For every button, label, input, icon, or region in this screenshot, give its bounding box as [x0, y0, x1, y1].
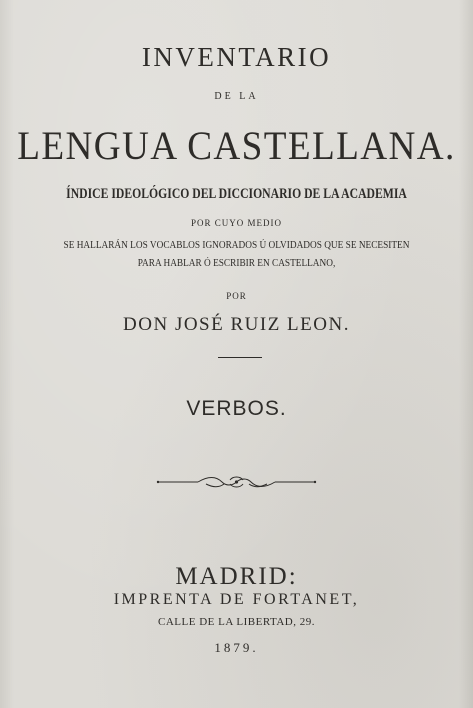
section-title: VERBOS. [186, 397, 287, 420]
decorative-flourish-icon [156, 472, 317, 492]
subtitle: ÍNDICE IDEOLÓGICO DEL DICCIONARIO DE LA ACADEMIA [66, 186, 407, 202]
by-means-of: POR CUYO MEDIO [190, 218, 282, 228]
year: 1879. [214, 640, 259, 655]
description-line-2: PARA HABLAR Ó ESCRIBIR EN CASTELLANO, [137, 258, 336, 269]
city: MADRID: [175, 563, 298, 590]
divider-rule [218, 357, 262, 358]
author: DON JOSÉ RUIZ LEON. [123, 314, 350, 335]
title-line-1: INVENTARIO [141, 42, 332, 72]
description-line-1: SE HALLARÁN LOS VOCABLOS IGNORADOS Ú OLVIDADOS QUE SE NECESITEN [63, 240, 410, 251]
by-label: POR [226, 291, 247, 301]
address: CALLE DE LA LIBERTAD, 29. [158, 616, 315, 628]
printer: IMPRENTA DE FORTANET, [113, 591, 360, 608]
title-line-2: LENGUA CASTELLANA. [17, 123, 456, 168]
title-connector: DE LA [214, 91, 259, 102]
